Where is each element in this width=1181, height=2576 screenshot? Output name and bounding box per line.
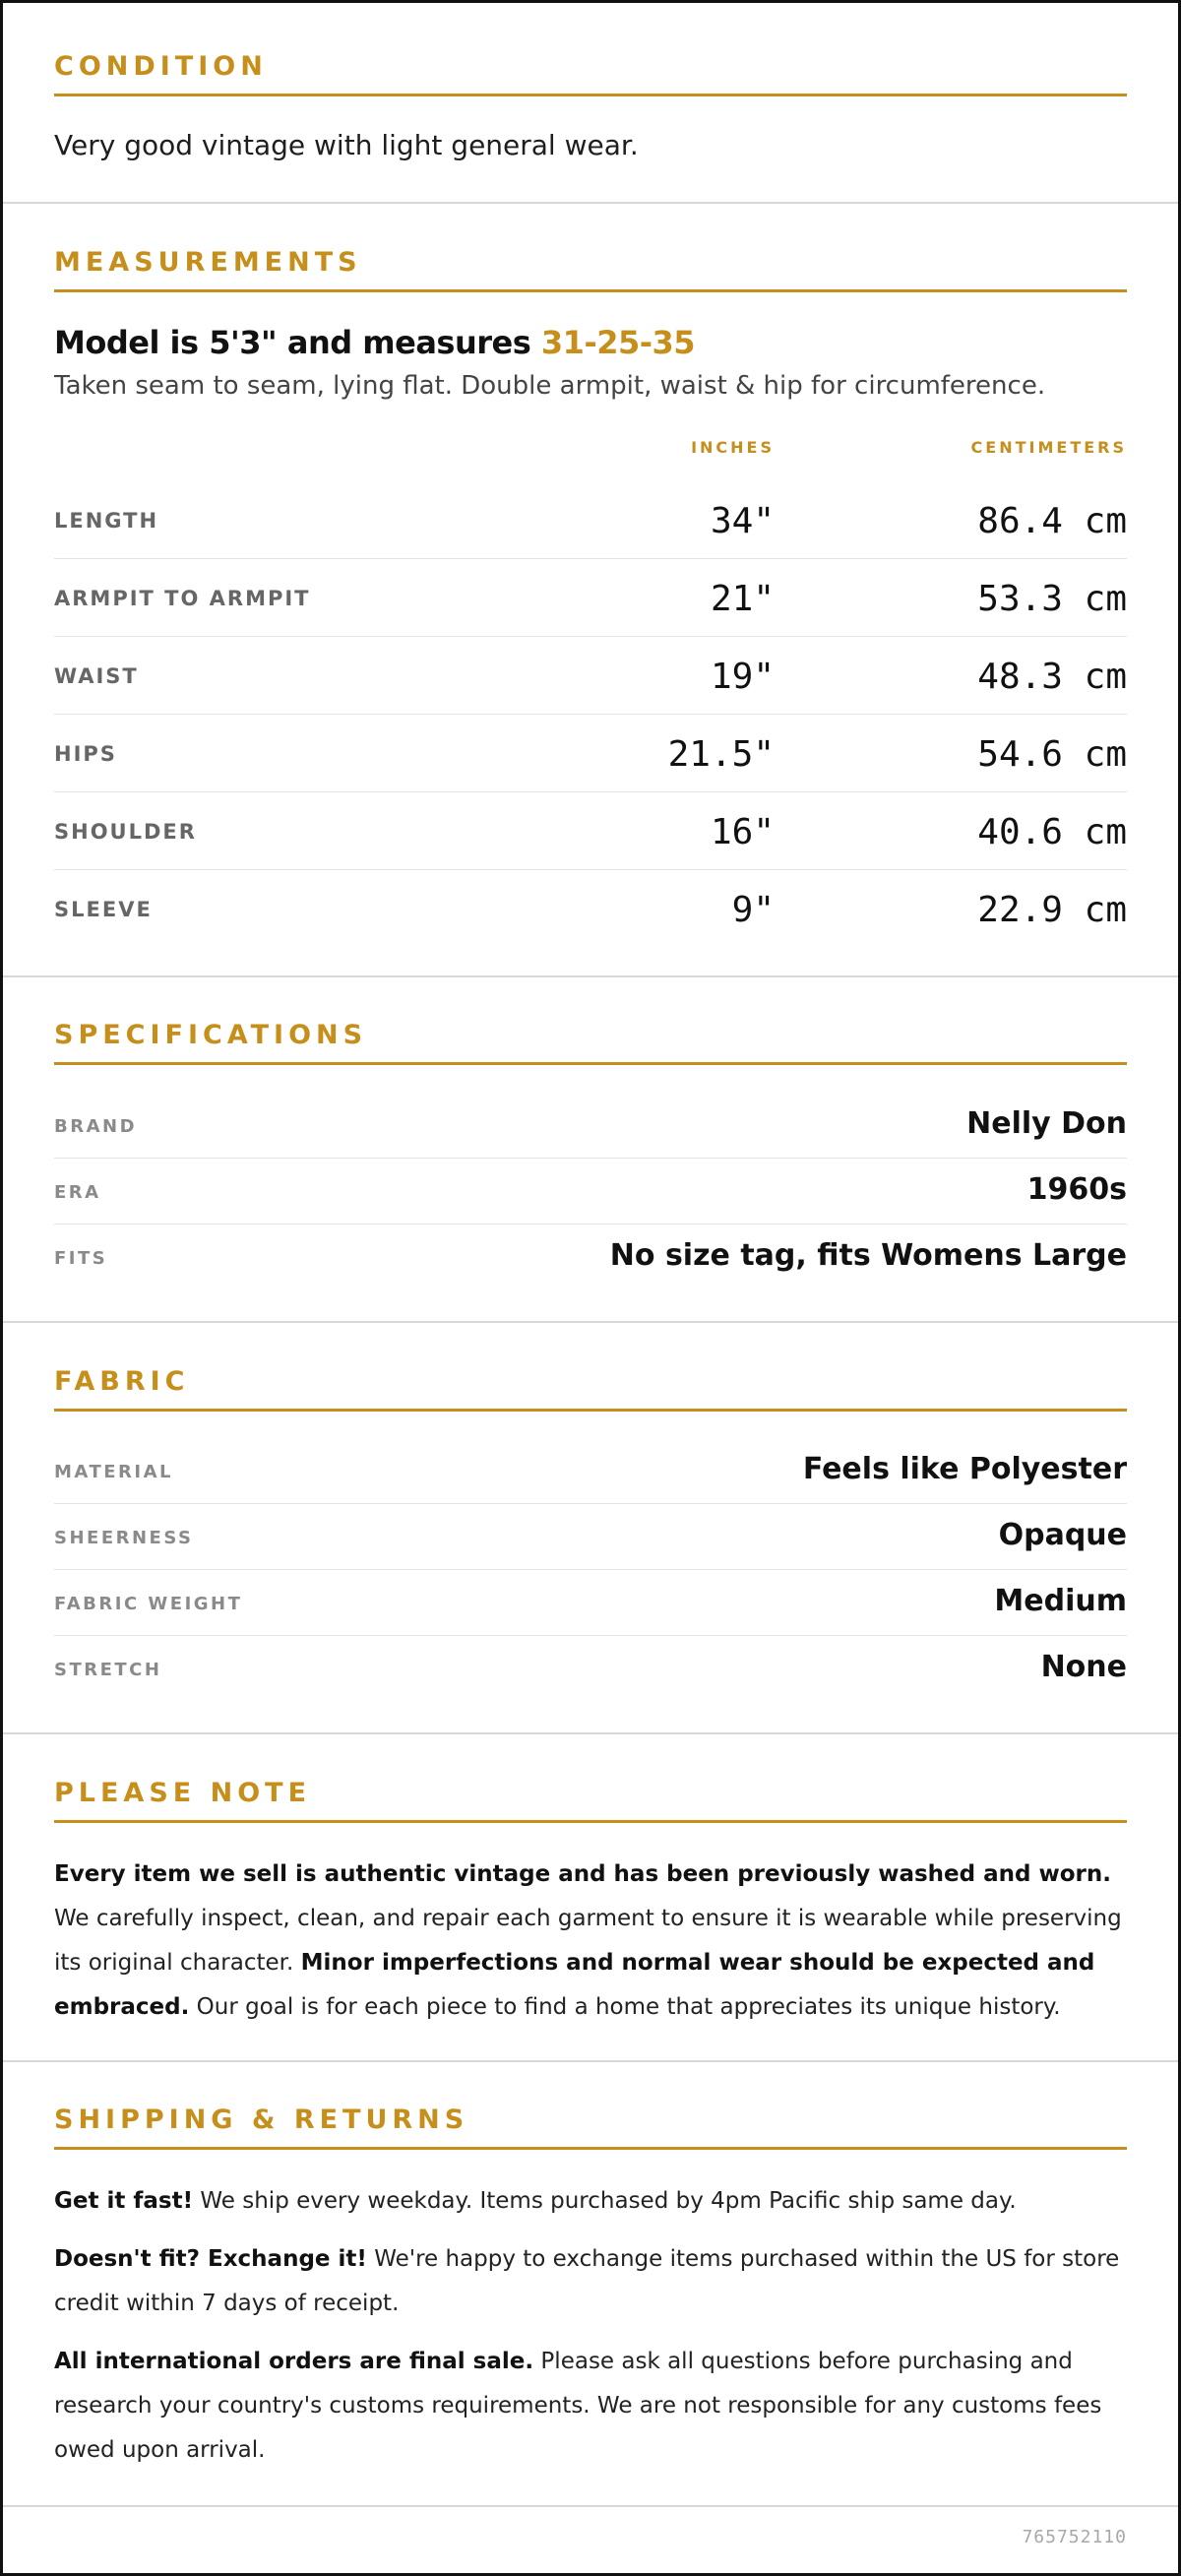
column-header-inches: INCHES xyxy=(691,438,775,457)
fabric-section xyxy=(3,1323,1178,1734)
measurement-cm: 54.6 cm xyxy=(977,734,1127,775)
measurement-inches: 21" xyxy=(710,579,775,619)
section-heading xyxy=(54,1362,1127,1412)
fabric-title: FABRIC xyxy=(54,1366,190,1397)
measurement-row-armpit xyxy=(54,559,1127,637)
measurement-row-length xyxy=(54,481,1127,559)
spec-label: ERA xyxy=(54,1182,101,1203)
shipping-text-2: We're happy to exchange items purchased within the US for store credit within 7 days of receipt. xyxy=(54,2246,1120,2316)
shipping-paragraph-2 xyxy=(54,2237,1127,2326)
spec-row-fits xyxy=(54,1225,1127,1290)
spec-value: No size tag, fits Womens Large xyxy=(609,1238,1127,1273)
measurements-section xyxy=(3,204,1178,977)
fabric-value: None xyxy=(1040,1650,1127,1684)
spec-row-era xyxy=(54,1159,1127,1225)
condition-text: Very good vintage with light general wear. xyxy=(54,129,639,161)
measurement-label: ARMPIT TO ARMPIT xyxy=(54,587,311,610)
measurement-inches: 21.5" xyxy=(667,734,775,775)
section-heading xyxy=(54,243,1127,292)
section-heading xyxy=(54,1016,1127,1065)
please-note-text xyxy=(54,1853,1127,2030)
shipping-paragraph-1 xyxy=(54,2179,1127,2224)
fabric-row-material xyxy=(54,1438,1127,1504)
fabric-label: STRETCH xyxy=(54,1660,162,1680)
measurement-cm: 22.9 cm xyxy=(977,890,1127,930)
measurements-subtitle: Taken seam to seam, lying flat. Double armpit, waist & hip for circumference. xyxy=(54,371,1046,401)
note-text-2: Our goal is for each piece to find a home that appreciates its unique history. xyxy=(189,1994,1061,2020)
model-prefix: Model is 5'3" and measures xyxy=(54,324,541,361)
shipping-bold-3: All international orders are final sale. xyxy=(54,2349,534,2374)
measurement-label: SLEEVE xyxy=(54,898,153,921)
shipping-text-1: We ship every weekday. Items purchased by 4pm Pacific ship same day. xyxy=(193,2188,1017,2214)
measurement-cm: 40.6 cm xyxy=(977,812,1127,852)
fabric-label: SHEERNESS xyxy=(54,1528,194,1548)
section-heading xyxy=(54,47,1127,96)
measurements-title: MEASUREMENTS xyxy=(54,247,362,278)
measurement-inches: 9" xyxy=(731,890,775,930)
column-header-centimeters: CENTIMETERS xyxy=(970,438,1127,457)
measurement-label: LENGTH xyxy=(54,509,159,533)
condition-section xyxy=(3,3,1178,204)
section-heading xyxy=(54,1774,1127,1823)
measurement-label: SHOULDER xyxy=(54,820,197,844)
shipping-bold-2: Doesn't fit? Exchange it! xyxy=(54,2246,367,2272)
shipping-text-3: Please ask all questions before purchasing and research your country's customs requirements. We are not responsible for any customs fees owed upon arrival. xyxy=(54,2349,1102,2463)
note-text-1: We carefully inspect, clean, and repair each garment to ensure it is wearable while preserving its original character. xyxy=(54,1906,1122,1976)
fabric-row-weight xyxy=(54,1570,1127,1636)
measurement-row-shoulder xyxy=(54,792,1127,870)
fabric-value: Medium xyxy=(994,1584,1127,1618)
spec-value: Nelly Don xyxy=(966,1106,1127,1141)
measurement-row-waist xyxy=(54,637,1127,715)
measurement-inches: 16" xyxy=(710,812,775,852)
please-note-title: PLEASE NOTE xyxy=(54,1778,312,1808)
measurement-inches: 19" xyxy=(710,657,775,697)
section-heading xyxy=(54,2101,1127,2150)
fabric-label: MATERIAL xyxy=(54,1462,173,1482)
product-id: 765752110 xyxy=(1022,2527,1127,2547)
model-measures-value: 31-25-35 xyxy=(540,324,696,361)
please-note-section xyxy=(3,1734,1178,2062)
fabric-row-stretch xyxy=(54,1636,1127,1702)
specifications-title: SPECIFICATIONS xyxy=(54,1020,368,1050)
fabric-label: FABRIC WEIGHT xyxy=(54,1594,243,1614)
shipping-bold-1: Get it fast! xyxy=(54,2188,194,2214)
measurement-cm: 48.3 cm xyxy=(977,657,1127,697)
condition-title: CONDITION xyxy=(54,51,268,82)
model-measurements xyxy=(54,324,1127,361)
shipping-section xyxy=(3,2062,1178,2507)
measurement-label: WAIST xyxy=(54,664,139,688)
fabric-value: Opaque xyxy=(998,1518,1127,1552)
shipping-paragraph-3 xyxy=(54,2340,1127,2473)
spec-label: BRAND xyxy=(54,1116,138,1137)
measurement-inches: 34" xyxy=(710,501,775,541)
measurement-cm: 53.3 cm xyxy=(977,579,1127,619)
measurement-row-sleeve xyxy=(54,870,1127,948)
spec-label: FITS xyxy=(54,1248,108,1269)
shipping-title: SHIPPING & RETURNS xyxy=(54,2105,469,2135)
fabric-value: Feels like Polyester xyxy=(802,1452,1127,1486)
measurement-label: HIPS xyxy=(54,742,117,766)
spec-value: 1960s xyxy=(1026,1172,1127,1207)
measurement-cm: 86.4 cm xyxy=(977,501,1127,541)
specifications-section xyxy=(3,977,1178,1323)
fabric-row-sheerness xyxy=(54,1504,1127,1570)
spec-row-brand xyxy=(54,1093,1127,1159)
note-bold-1: Every item we sell is authentic vintage and has been previously washed and worn. xyxy=(54,1861,1111,1887)
note-bold-2: Minor imperfections and normal wear should be expected and embraced. xyxy=(54,1950,1095,2020)
measurement-row-hips xyxy=(54,715,1127,792)
